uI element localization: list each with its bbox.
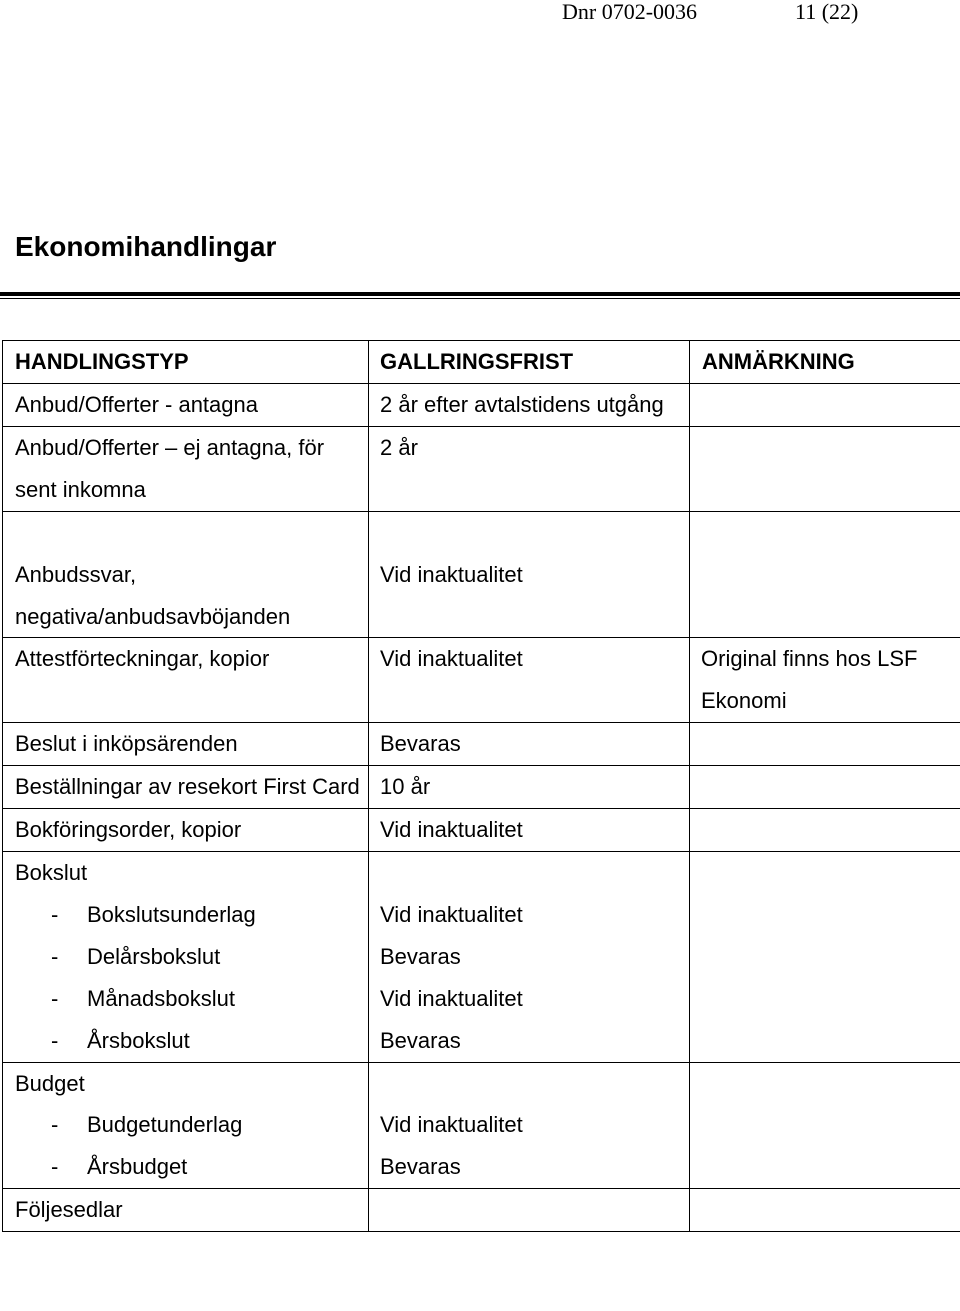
table-row (3, 809, 960, 852)
table-row (3, 851, 960, 1062)
cell-note (690, 766, 960, 809)
table-row (3, 638, 960, 723)
cell-type: Beslut i inköpsärenden (3, 723, 369, 766)
cell-frist: Vid inaktualitet (369, 809, 690, 852)
frist-value: Vid inaktualitet (380, 985, 523, 1011)
cell-note (690, 1062, 960, 1189)
table-row (3, 766, 960, 809)
cell-note (690, 426, 960, 511)
list-item: - Årsbudget (51, 1154, 188, 1180)
section-title: Ekonomihandlingar (15, 231, 277, 262)
group-label: Bokslut (15, 859, 88, 885)
cell-type: Attestförteckningar, kopior (3, 638, 369, 723)
title-rule-thick (0, 292, 960, 296)
header-handlingstyp: HANDLINGSTYP (3, 341, 369, 384)
cell-frist: Bevaras (369, 723, 690, 766)
cell-frist: 10 år (369, 766, 690, 809)
header-anmarkning: ANMÄRKNING (690, 341, 960, 384)
cell-note (690, 383, 960, 426)
cell-note (690, 1189, 960, 1232)
cell-note: Original finns hos LSF Ekonomi (690, 638, 960, 723)
table-row (3, 511, 960, 638)
cell-note (690, 851, 960, 1062)
cell-frist-group (369, 851, 690, 1062)
cell-type: Beställningar av resekort First Card (3, 766, 369, 809)
cell-frist-group (369, 1062, 690, 1189)
cell-frist: Vid inaktualitet (369, 511, 690, 638)
page-number: 11 (22) (795, 0, 859, 24)
title-rule-thin (0, 298, 960, 299)
document-number: Dnr 0702-0036 (562, 0, 698, 24)
frist-value: Bevaras (380, 1027, 461, 1053)
cell-type: Anbudssvar, negativa/anbudsavböjanden (3, 511, 369, 638)
list-item: - Delårsbokslut (51, 943, 221, 969)
cell-note (690, 809, 960, 852)
list-item: - Budgetunderlag (51, 1112, 243, 1138)
frist-value: Vid inaktualitet (380, 1112, 523, 1138)
table-row (3, 1062, 960, 1189)
cell-type: Anbud/Offerter – ej antagna, för sent inkomna (3, 426, 369, 511)
table-row (3, 383, 960, 426)
cell-frist: Vid inaktualitet (369, 638, 690, 723)
frist-value: Vid inaktualitet (380, 901, 523, 927)
cell-type: Bokföringsorder, kopior (3, 809, 369, 852)
header-gallringsfrist: GALLRINGSFRIST (369, 341, 690, 384)
list-item: - Månadsbokslut (51, 985, 235, 1011)
page-header (562, 0, 858, 24)
list-item: - Årsbokslut (51, 1027, 190, 1053)
cell-type-group (3, 851, 369, 1062)
cell-frist: 2 år efter avtalstidens utgång (369, 383, 690, 426)
table-row (3, 426, 960, 511)
frist-value: Bevaras (380, 943, 461, 969)
retention-table (2, 340, 960, 1232)
list-item: - Bokslutsunderlag (51, 901, 256, 927)
cell-note (690, 511, 960, 638)
cell-type: Följesedlar (3, 1189, 369, 1232)
table-header-row (3, 341, 960, 384)
group-label: Budget (15, 1070, 85, 1096)
cell-type: Anbud/Offerter - antagna (3, 383, 369, 426)
cell-frist (369, 1189, 690, 1232)
cell-type-group (3, 1062, 369, 1189)
frist-value: Bevaras (380, 1154, 461, 1180)
table-row (3, 723, 960, 766)
cell-frist: 2 år (369, 426, 690, 511)
cell-note (690, 723, 960, 766)
table-row (3, 1189, 960, 1232)
